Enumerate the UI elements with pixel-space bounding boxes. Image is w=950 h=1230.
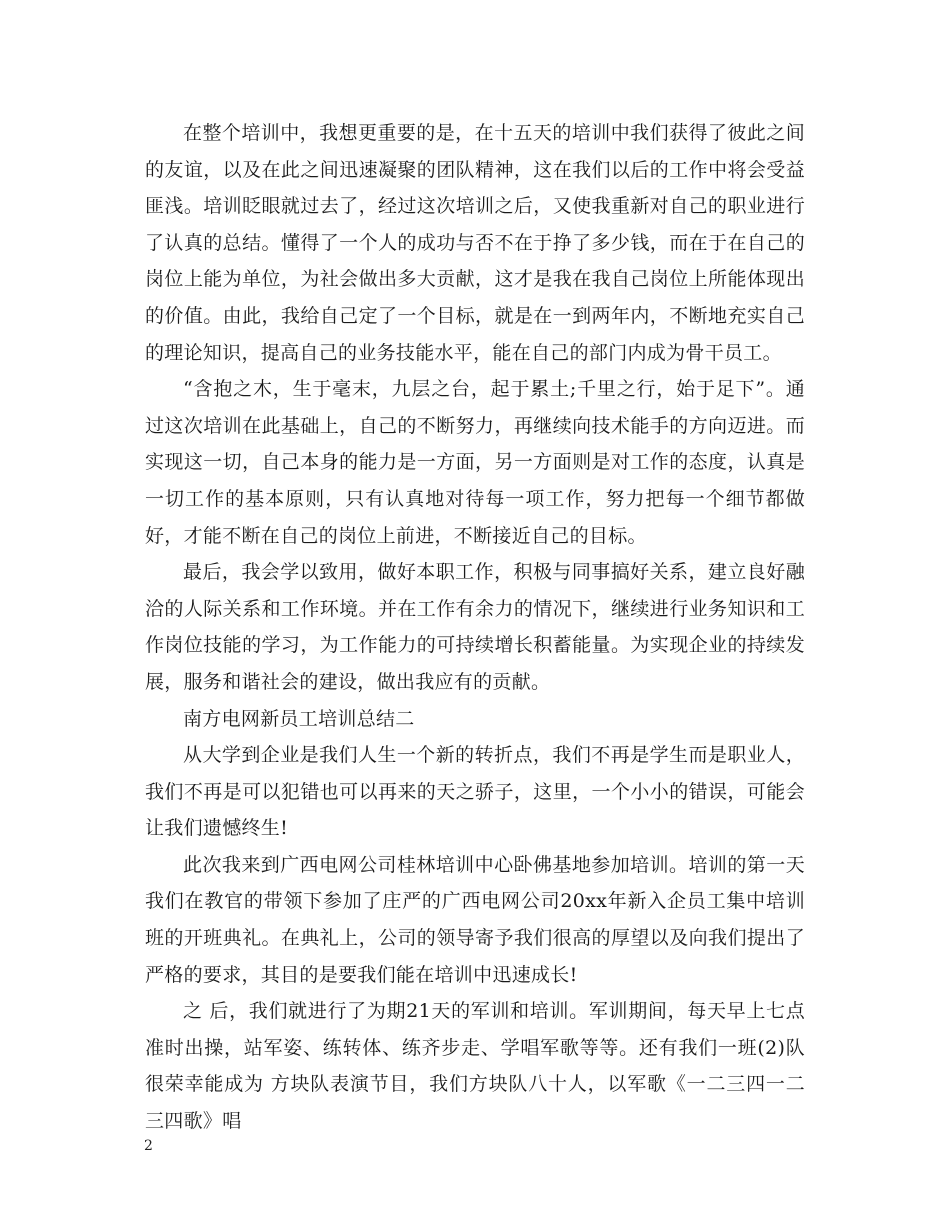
- page-number: 2: [144, 1138, 153, 1154]
- section-heading: 南方电网新员工培训总结二: [183, 707, 415, 730]
- paragraph-2: “含抱之木，生于毫末，九层之台，起于累土;千里之行，始于足下”。通过这次培训在此基础上，自己的不断努力，再继续向技术能手的方向迈进。而实现这一切，自己本身的能力是一方面，另一方面则是对工作的态度，认真是一切工作的基本原则，只有认真地对待每一项工作，努力把每一个细节都做好，才能不断在自己的岗位上前进，不断接近自己的目标。: [145, 378, 805, 547]
- paragraph-1: 在整个培训中，我想更重要的是，在十五天的培训中我们获得了彼此之间的友谊，以及在此之间迅速凝聚的团队精神，这在我们以后的工作中将会受益匪浅。培训眨眼就过去了，经过这次培训之后，又使我重新对自己的职业进行了认真的总结。懂得了一个人的成功与否不在于挣了多少钱，而在于在自己的岗位上能为单位，为社会做出多大贡献，这才是我在我自己岗位上所能体现出的价值。由此，我给自己定了一个目标，就是在一到两年内，不断地充实自己的理论知识，提高自己的业务技能水平，能在自己的部门内成为骨干员工。: [145, 122, 805, 364]
- paragraph-4: 从大学到企业是我们人生一个新的转折点，我们不再是学生而是职业人，我们不再是可以犯错也可以再来的天之骄子，这里，一个小小的错误，可能会让我们遗憾终生!: [145, 744, 805, 840]
- paragraph-6: 之 后，我们就进行了为期21天的军训和培训。军训期间，每天早上七点准时出操，站军姿、练转体、练齐步走、学唱军歌等等。还有我们一班(2)队很荣幸能成为 方块队表演节目，我们方块队八十人，以军歌《一二三四一二三四歌》唱: [145, 1000, 805, 1133]
- document-body: [145, 115, 805, 1140]
- paragraph-3: 最后，我会学以致用，做好本职工作，积极与同事搞好关系，建立良好融洽的人际关系和工作环境。并在工作有余力的情况下，继续进行业务知识和工作岗位技能的学习，为工作能力的可持续增长积蓄能量。为实现企业的持续发展，服务和谐社会的建设，做出我应有的贡献。: [145, 561, 805, 693]
- paragraph-5: 此次我来到广西电网公司桂林培训中心卧佛基地参加培训。培训的第一天我们在教官的带领下参加了庄严的广西电网公司20xx年新入企员工集中培训班的开班典礼。在典礼上，公司的领导寄予我们很高的厚望以及向我们提出了严格的要求，其目的是要我们能在培训中迅速成长!: [145, 853, 805, 986]
